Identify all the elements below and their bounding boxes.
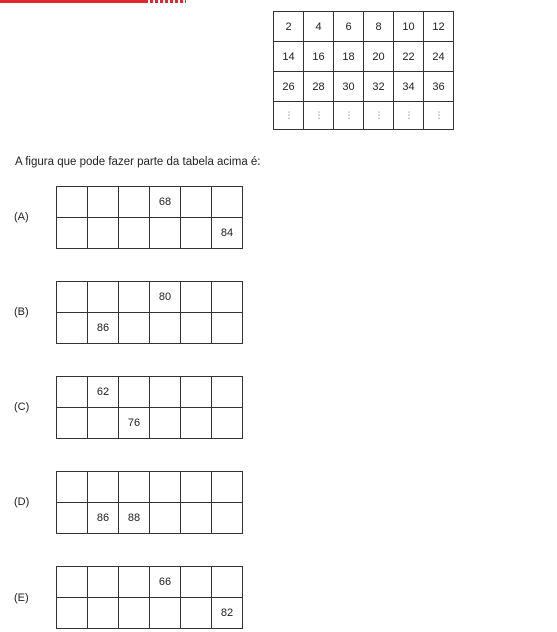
header-accent-bar [0, 0, 148, 3]
table-cell: 8 [364, 12, 394, 42]
table-row [57, 567, 243, 598]
table-cell: 30 [334, 72, 364, 102]
option-cell [150, 472, 181, 503]
option-c-label: (C) [14, 401, 30, 413]
option-cell: 82 [212, 598, 243, 629]
table-row [57, 187, 243, 218]
question-text: A figura que pode fazer parte da tabela acima é: [15, 156, 261, 168]
option-cell [88, 598, 119, 629]
option-cell [212, 377, 243, 408]
table-row [57, 282, 243, 313]
table-row [57, 218, 243, 249]
continuation-marker: ⋮ [424, 102, 454, 130]
table-cell: 34 [394, 72, 424, 102]
option-cell [57, 503, 88, 534]
option-cell [57, 218, 88, 249]
option-cell: 86 [88, 313, 119, 344]
option-cell [88, 218, 119, 249]
option-cell [57, 408, 88, 439]
option-b-table [56, 281, 243, 344]
option-cell [181, 282, 212, 313]
header-accent-dots [150, 0, 186, 3]
table-cell: 22 [394, 42, 424, 72]
option-cell [88, 187, 119, 218]
table-row-continuation [274, 102, 454, 130]
table-row [57, 377, 243, 408]
option-cell [212, 313, 243, 344]
option-cell [150, 218, 181, 249]
table-cell: 18 [334, 42, 364, 72]
option-d-label: (D) [14, 496, 30, 508]
option-cell [212, 187, 243, 218]
option-e-label: (E) [14, 592, 29, 604]
table-cell: 16 [304, 42, 334, 72]
option-cell [57, 282, 88, 313]
table-cell: 2 [274, 12, 304, 42]
table-row [274, 42, 454, 72]
table-cell: 14 [274, 42, 304, 72]
option-cell [57, 313, 88, 344]
option-c-table [56, 376, 243, 439]
option-a-table [56, 186, 243, 249]
option-cell [181, 313, 212, 344]
table-row [57, 408, 243, 439]
option-cell [150, 408, 181, 439]
option-cell [150, 503, 181, 534]
option-cell [212, 282, 243, 313]
continuation-marker: ⋮ [394, 102, 424, 130]
option-cell [119, 282, 150, 313]
table-cell: 36 [424, 72, 454, 102]
option-cell: 62 [88, 377, 119, 408]
option-cell [212, 567, 243, 598]
continuation-marker: ⋮ [334, 102, 364, 130]
option-cell [88, 282, 119, 313]
table-cell: 28 [304, 72, 334, 102]
option-cell [181, 408, 212, 439]
table-row [274, 12, 454, 42]
option-cell [181, 472, 212, 503]
option-cell [119, 567, 150, 598]
option-cell: 86 [88, 503, 119, 534]
table-cell: 26 [274, 72, 304, 102]
table-cell: 24 [424, 42, 454, 72]
option-cell [88, 408, 119, 439]
table-cell: 6 [334, 12, 364, 42]
option-cell [119, 218, 150, 249]
option-cell [119, 377, 150, 408]
option-cell [119, 313, 150, 344]
table-cell: 10 [394, 12, 424, 42]
option-cell [181, 187, 212, 218]
option-cell: 84 [212, 218, 243, 249]
option-cell: 66 [150, 567, 181, 598]
option-cell [57, 472, 88, 503]
option-cell: 88 [119, 503, 150, 534]
table-row [57, 472, 243, 503]
table-row [57, 503, 243, 534]
option-cell [181, 218, 212, 249]
table-row [57, 313, 243, 344]
table-cell: 32 [364, 72, 394, 102]
table-cell: 4 [304, 12, 334, 42]
option-cell [181, 567, 212, 598]
option-cell: 80 [150, 282, 181, 313]
option-cell [181, 377, 212, 408]
option-e-table [56, 566, 243, 629]
option-cell [212, 472, 243, 503]
option-cell: 76 [119, 408, 150, 439]
option-cell [88, 472, 119, 503]
number-table [273, 11, 454, 130]
option-b-label: (B) [14, 306, 29, 318]
option-cell [57, 377, 88, 408]
option-cell [150, 377, 181, 408]
option-a-label: (A) [14, 211, 29, 223]
option-cell [119, 187, 150, 218]
option-cell [181, 598, 212, 629]
continuation-marker: ⋮ [304, 102, 334, 130]
option-cell [212, 408, 243, 439]
table-row [57, 598, 243, 629]
option-cell [57, 187, 88, 218]
option-cell [57, 567, 88, 598]
continuation-marker: ⋮ [364, 102, 394, 130]
option-cell [119, 472, 150, 503]
table-cell: 12 [424, 12, 454, 42]
option-d-table [56, 471, 243, 534]
option-cell [181, 503, 212, 534]
option-cell [150, 598, 181, 629]
option-cell: 68 [150, 187, 181, 218]
table-cell: 20 [364, 42, 394, 72]
option-cell [150, 313, 181, 344]
option-cell [88, 567, 119, 598]
option-cell [57, 598, 88, 629]
option-cell [119, 598, 150, 629]
continuation-marker: ⋮ [274, 102, 304, 130]
table-row [274, 72, 454, 102]
option-cell [212, 503, 243, 534]
